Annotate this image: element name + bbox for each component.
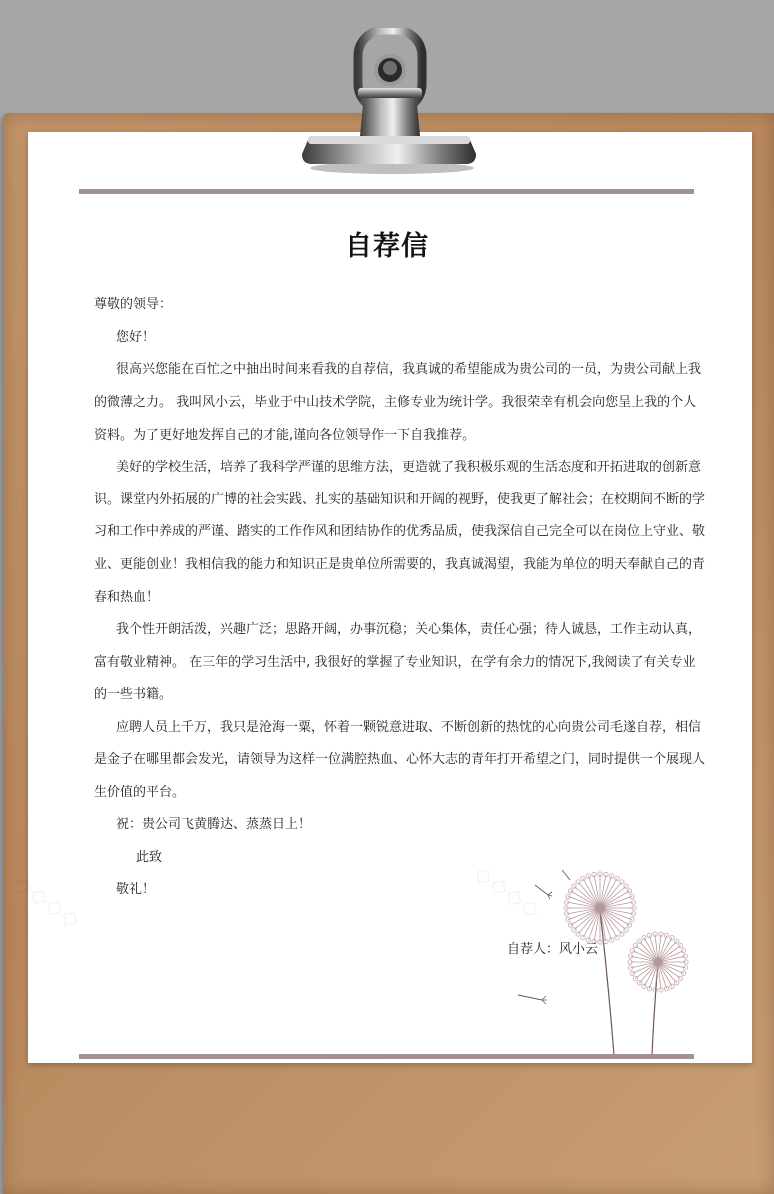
watermark-left: ◇◇◇◇ (9, 870, 87, 935)
greeting: 您好！ (116, 330, 156, 345)
paragraph-1-line: 资料。为了更好地发挥自己的才能,谨向各位领导作一下自我推荐。 (94, 428, 476, 443)
bottom-divider (79, 1054, 694, 1059)
wish-line: 祝：贵公司飞黄腾达、蒸蒸日上！ (116, 817, 312, 832)
page-title: 自荐信 (345, 231, 429, 262)
top-divider (79, 189, 694, 194)
watermark-right: ◇◇◇◇ (469, 860, 547, 925)
signature: 自荐人：风小云 (507, 942, 599, 957)
paragraph-4-line: 生价值的平台。 (94, 785, 186, 800)
binder-clip-icon (300, 28, 478, 178)
paragraph-2-line: 习和工作中养成的严谨、踏实的工作作风和团结协作的优秀品质，使我深信自己完全可以在岗位上守业、敬 (94, 524, 706, 539)
paragraph-2-line: 美好的学校生活，培养了我科学严谨的思维方法，更造就了我积极乐观的生活态度和开拓进取的创新意 (116, 460, 702, 475)
closing-ci-zhi: 此致 (136, 850, 163, 865)
paragraph-3-line: 的一些书籍。 (94, 687, 173, 702)
closing-jing-li: 敬礼！ (116, 882, 156, 897)
paragraph-3-line: 富有敬业精神。 在三年的学习生活中, 我很好的掌握了专业知识，在学有余力的情况下,我阅读了有关专业 (94, 655, 696, 670)
paragraph-3-line: 我个性开朗活泼，兴趣广泛；思路开阔，办事沉稳；关心集体，责任心强；待人诚恳，工作主动认真， (116, 622, 702, 637)
paragraph-1-line: 的微薄之力。 我叫风小云，毕业于中山技术学院，主修专业为统计学。我很荣幸有机会向您呈上我的个人 (94, 395, 697, 410)
paragraph-2-line: 业、更能创业！我相信我的能力和知识正是贵单位所需要的，我真诚渴望，我能为单位的明天奉献自己的青 (94, 557, 706, 572)
paragraph-1-line: 很高兴您能在百忙之中抽出时间来看我的自荐信，我真诚的希望能成为贵公司的一员，为贵公司献上我 (116, 362, 702, 377)
paragraph-2-line: 春和热血！ (94, 590, 160, 605)
paragraph-2-line: 识。课堂内外拓展的广博的社会实践、扎实的基础知识和开阔的视野，使我更了解社会；在校期间不断的学 (94, 492, 706, 507)
paragraph-4-line: 是金子在哪里都会发光，请领导为这样一位满腔热血、心怀大志的青年打开希望之门，同时提供一个展现人 (94, 752, 706, 767)
paragraph-4-line: 应聘人员上千万，我只是沧海一粟，怀着一颗锐意进取、不断创新的热忱的心向贵公司毛遂自荐，相信 (116, 720, 702, 735)
salutation: 尊敬的领导： (94, 297, 173, 312)
